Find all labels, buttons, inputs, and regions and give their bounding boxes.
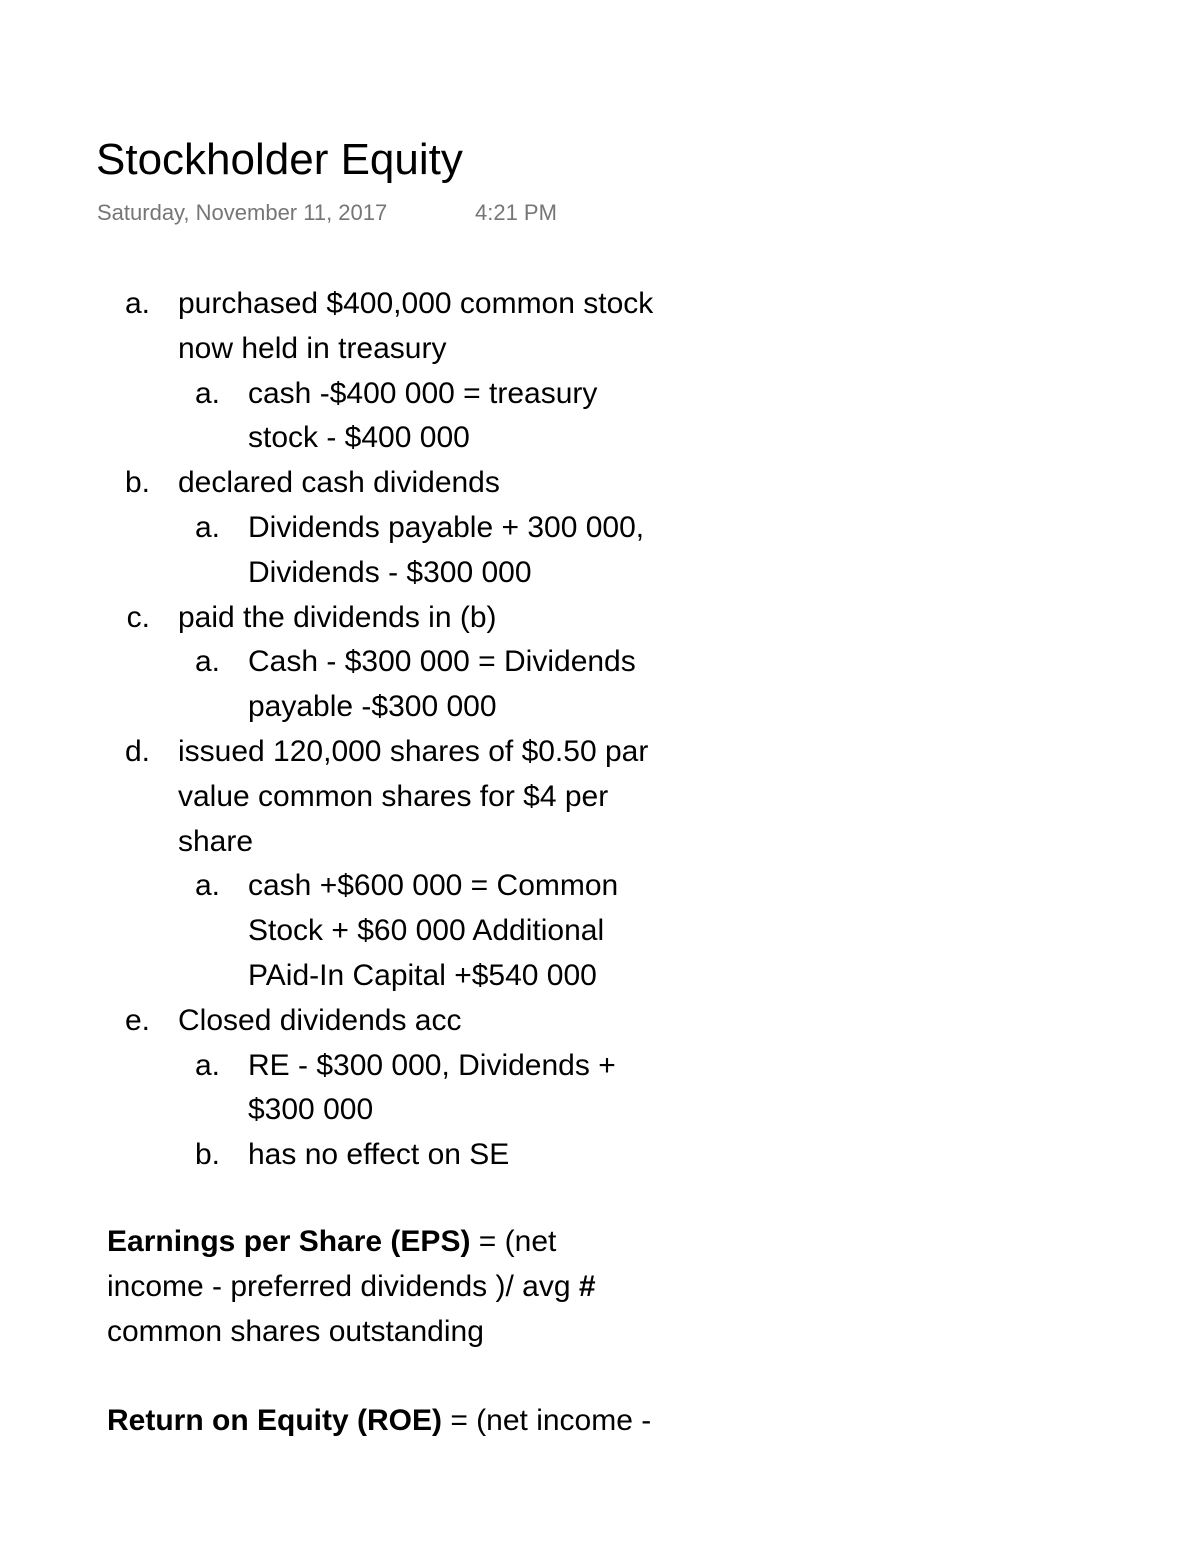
eps-formula-text: common shares outstanding	[107, 1314, 484, 1348]
list-item-text: value common shares for $4 per	[178, 779, 609, 813]
formulas-section	[107, 1220, 651, 1444]
roe-formula-line	[107, 1399, 651, 1444]
list-item-text: cash +$600 000 = Common	[248, 869, 619, 903]
list-marker: e.	[124, 1003, 150, 1037]
list-item-text: issued 120,000 shares of $0.50 par	[178, 734, 649, 768]
sub-list-item-continuation	[0, 551, 1200, 596]
list-item-text: Cash - $300 000 = Dividends	[248, 645, 636, 679]
list-item	[0, 596, 1200, 641]
eps-formula-line	[107, 1310, 651, 1355]
list-item	[0, 461, 1200, 506]
page-date: Saturday, November 11, 2017	[97, 200, 388, 225]
list-item-text: stock - $400 000	[248, 421, 470, 455]
list-item-text: paid the dividends in (b)	[178, 600, 497, 634]
sub-list-item	[0, 1133, 1200, 1178]
sub-list-item-continuation	[0, 416, 1200, 461]
outline-list	[0, 282, 1200, 1178]
list-item-text: purchased $400,000 common stock	[178, 287, 654, 320]
list-item-continuation	[0, 327, 1200, 372]
list-marker: a.	[194, 510, 220, 544]
list-marker: a.	[124, 287, 150, 320]
list-marker: a.	[194, 869, 220, 903]
sub-list-item-continuation	[0, 954, 1200, 999]
roe-formula-text: = (net income -	[441, 1404, 652, 1438]
list-item	[0, 730, 1200, 775]
sub-list-item-continuation	[0, 1088, 1200, 1133]
sub-list-item-continuation	[0, 909, 1200, 954]
list-item-text: Closed dividends acc	[178, 1003, 462, 1037]
sub-list-item	[0, 1044, 1200, 1089]
list-item-text: payable -$300 000	[248, 690, 497, 724]
list-marker: a.	[194, 1048, 220, 1082]
eps-formula-text: = (net	[470, 1225, 557, 1258]
roe-label: Return on Equity (ROE)	[107, 1404, 442, 1438]
eps-formula-line	[107, 1220, 651, 1265]
list-item-text: Stock + $60 000 Additional	[248, 914, 605, 948]
list-marker: d.	[124, 734, 150, 768]
list-marker: b.	[194, 1138, 220, 1172]
eps-label: Earnings per Share (EPS)	[107, 1225, 471, 1258]
list-item	[0, 282, 1200, 327]
list-item-text: PAid-In Capital +$540 000	[248, 958, 597, 992]
sub-list-item	[0, 864, 1200, 909]
spacer	[107, 1354, 651, 1399]
list-marker: b.	[124, 466, 150, 500]
list-marker: a.	[194, 645, 220, 679]
list-item-text: $300 000	[248, 1093, 374, 1127]
sub-list-item	[0, 640, 1200, 685]
list-item-text: Dividends payable + 300 000,	[248, 510, 645, 544]
sub-list-item	[0, 506, 1200, 551]
list-item-continuation	[0, 820, 1200, 865]
list-item-continuation	[0, 775, 1200, 820]
page-title: Stockholder Equity	[96, 135, 463, 184]
sub-list-item	[0, 372, 1200, 417]
list-item	[0, 999, 1200, 1044]
eps-hash-symbol: #	[578, 1269, 596, 1303]
list-item-text: share	[178, 824, 254, 858]
list-item-text: now held in treasury	[178, 331, 447, 365]
page-metadata	[97, 199, 557, 227]
list-item-text: cash -$400 000 = treasury	[248, 376, 598, 410]
page-time: 4:21 PM	[475, 200, 557, 225]
list-marker: c.	[126, 600, 150, 634]
list-marker: a.	[194, 376, 220, 410]
list-item-text: RE - $300 000, Dividends +	[248, 1048, 616, 1082]
sub-list-item-continuation	[0, 685, 1200, 730]
eps-formula-line	[107, 1265, 651, 1310]
eps-formula-text: income - preferred dividends )/ avg	[107, 1269, 579, 1303]
list-item-text: has no effect on SE	[248, 1138, 510, 1172]
list-item-text: Dividends - $300 000	[248, 555, 532, 589]
list-item-text: declared cash dividends	[178, 466, 500, 500]
